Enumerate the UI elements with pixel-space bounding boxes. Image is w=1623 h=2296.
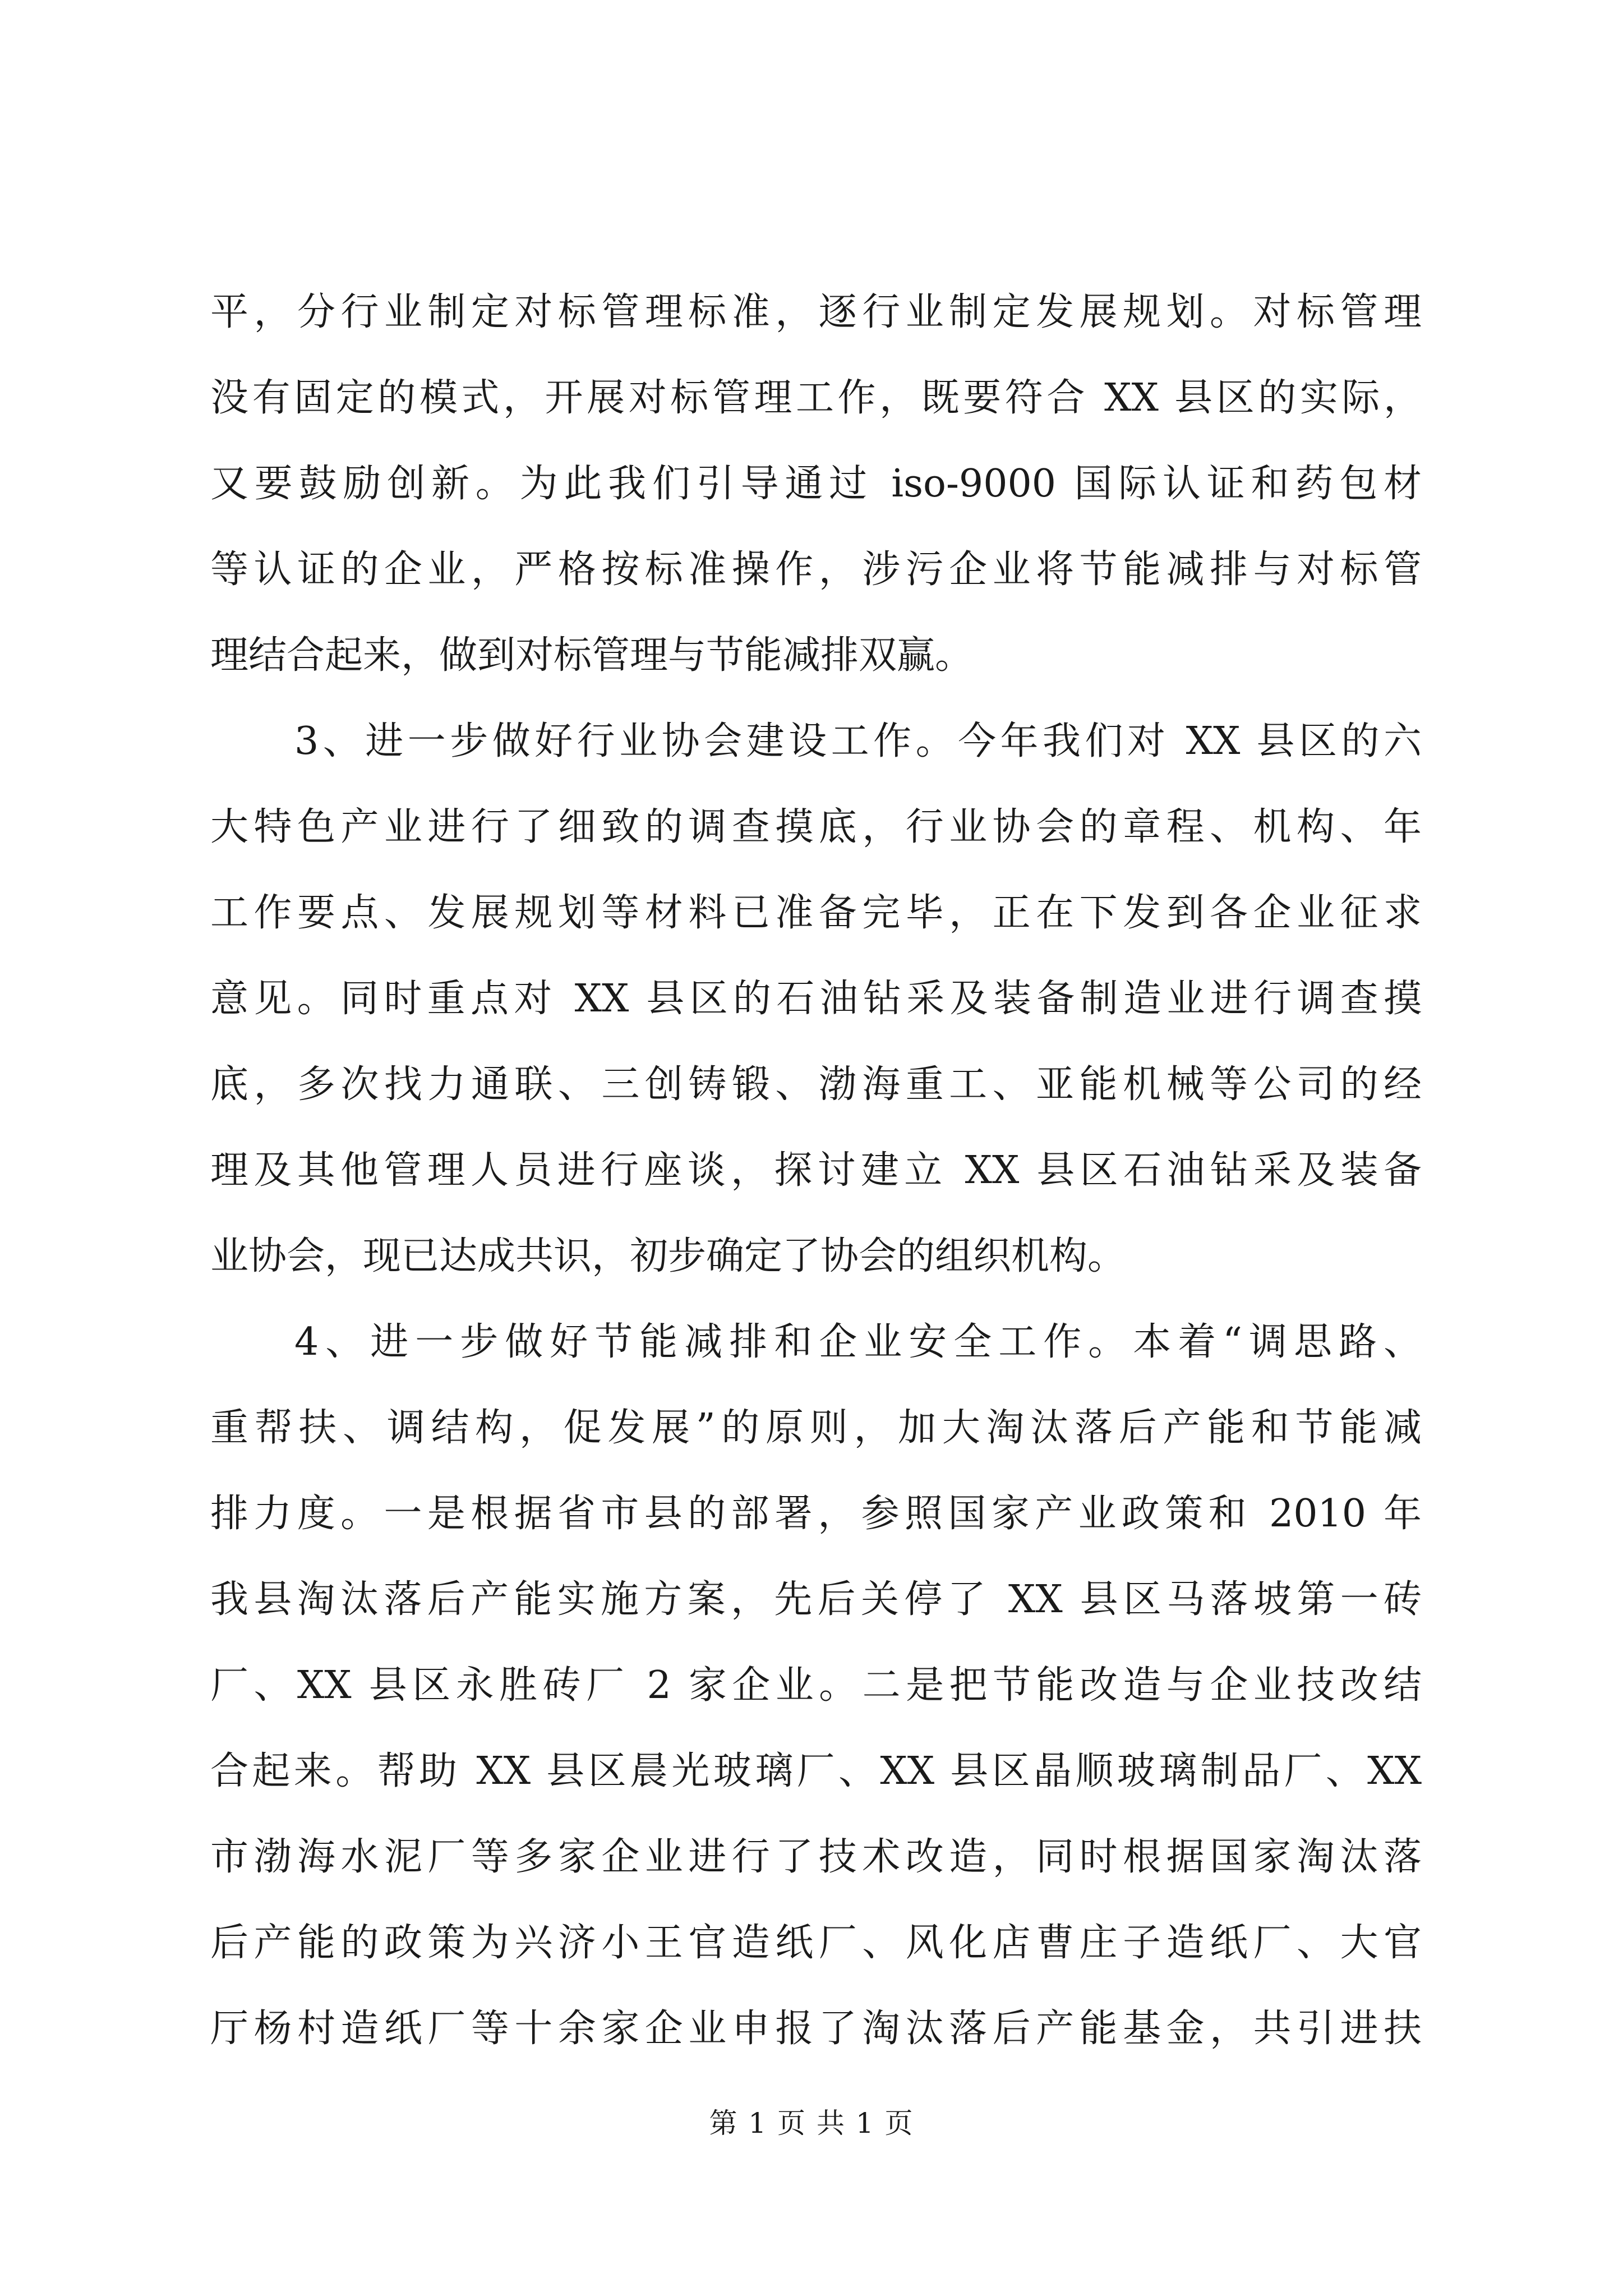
page-footer: 第 1 页 共 1 页 [709,2107,914,2139]
text-line: 合起来。帮助 XX 县区晨光玻璃厂、XX 县区晶顺玻璃制品厂、XX [210,1749,1422,1793]
text-line: 工作要点、发展规划等材料已准备完毕，正在下发到各企业征求 [210,891,1422,935]
text-line: 等认证的企业，严格按标准操作，涉污企业将节能减排与对标管 [210,547,1422,592]
text-line: 理及其他管理人员进行座谈，探讨建立 XX 县区石油钻采及装备 [210,1148,1422,1193]
paragraph-3-first-line: 3、进一步做好行业协会建设工作。今年我们对 XX 县区的六 [294,719,1422,763]
text-line: 排力度。一是根据省市县的部署，参照国家产业政策和 2010 年 [210,1492,1422,1536]
text-line: 厂、XX 县区永胜砖厂 2 家企业。二是把节能改造与企业技改结 [210,1663,1422,1708]
paragraph-4-first-line: 4、进一步做好节能减排和企业安全工作。本着“调思路、 [294,1320,1422,1364]
text-line: 平，分行业制定对标管理标准，逐行业制定发展规划。对标管理 [210,290,1422,334]
text-line: 厅杨村造纸厂等十余家企业申报了淘汰落后产能基金，共引进扶 [210,2007,1422,2051]
text-line: 大特色产业进行了细致的调查摸底，行业协会的章程、机构、年 [210,805,1422,849]
text-line: 后产能的政策为兴济小王官造纸厂、风化店曹庄子造纸厂、大官 [210,1921,1422,1965]
text-line: 业协会，现已达成共识，初步确定了协会的组织机构。 [210,1234,1126,1278]
text-line: 市渤海水泥厂等多家企业进行了技术改造，同时根据国家淘汰落 [210,1835,1422,1879]
text-line: 理结合起来，做到对标管理与节能减排双赢。 [210,633,974,678]
text-line: 又要鼓励创新。为此我们引导通过 iso-9000 国际认证和药包材 [210,462,1422,506]
text-line: 底，多次找力通联、三创铸锻、渤海重工、亚能机械等公司的经 [210,1062,1422,1107]
text-line: 意见。同时重点对 XX 县区的石油钻采及装备制造业进行调查摸 [210,977,1422,1021]
text-line: 没有固定的模式，开展对标管理工作，既要符合 XX 县区的实际， [210,376,1422,420]
text-line: 重帮扶、调结构，促发展”的原则，加大淘汰落后产能和节能减 [210,1406,1422,1450]
text-line: 我县淘汰落后产能实施方案，先后关停了 XX 县区马落坡第一砖 [210,1577,1422,1622]
document-body [210,269,1422,2072]
